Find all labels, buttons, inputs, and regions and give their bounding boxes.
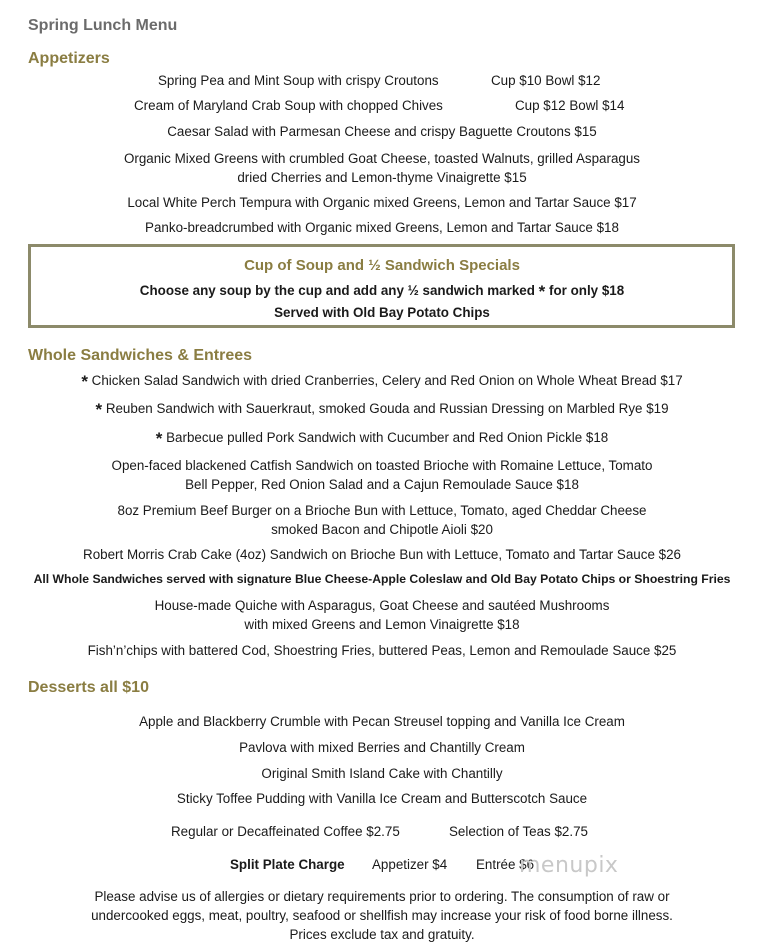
specials-line1 (0, 282, 764, 302)
menu-item-pea-soup: Spring Pea and Mint Soup with crispy Croutons (158, 73, 439, 88)
menu-item-burger (0, 501, 764, 539)
menu-item-quiche (0, 596, 764, 634)
menu-item-crab-cake: Robert Morris Crab Cake (4oz) Sandwich on Brioche Bun with Lettuce, Tomato and Tartar Sauce $26 (83, 547, 681, 562)
star-marker-icon: * (538, 282, 546, 301)
menu-item-crab-soup-price: Cup $12 Bowl $14 (515, 98, 625, 113)
appetizers-heading: Appetizers (28, 50, 110, 67)
dessert-crumble: Apple and Blackberry Crumble with Pecan Streusel topping and Vanilla Ice Cream (139, 714, 625, 729)
allergy-disclaimer (0, 887, 764, 944)
menu-item-mixed-greens (0, 149, 764, 187)
menu-item-pork-text: Barbecue pulled Pork Sandwich with Cucumber and Red Onion Pickle $18 (166, 430, 609, 445)
split-plate-entree: Entrée $6 (476, 857, 535, 872)
specials-line2: Served with Old Bay Potato Chips (274, 305, 490, 320)
menu-item-crab-soup: Cream of Maryland Crab Soup with chopped Chives (134, 98, 443, 113)
specials-line1-text: Choose any soup by the cup and add any ½ sandwich marked (139, 283, 535, 298)
menu-item-reuben-text: Reuben Sandwich with Sauerkraut, smoked Gouda and Russian Dressing on Marbled Rye $19 (105, 401, 669, 416)
menu-item-mixed-greens-line2: dried Cherries and Lemon-thyme Vinaigrette $15 (237, 170, 527, 185)
menu-item-burger-line1: 8oz Premium Beef Burger on a Brioche Bun with Lettuce, Tomato, aged Cheddar Cheese (117, 503, 647, 518)
menu-item-burger-line2: smoked Bacon and Chipotle Aioli $20 (271, 522, 493, 537)
menu-item-quiche-line1: House-made Quiche with Asparagus, Goat Cheese and sautéed Mushrooms (154, 598, 610, 613)
desserts-heading: Desserts all $10 (28, 679, 149, 696)
sandwiches-heading: Whole Sandwiches & Entrees (28, 347, 253, 364)
menu-item-catfish (0, 456, 764, 494)
menu-item-pea-soup-price: Cup $10 Bowl $12 (491, 73, 601, 88)
menu-item-reuben (0, 400, 764, 420)
menu-item-catfish-line2: Bell Pepper, Red Onion Salad and a Cajun Remoulade Sauce $18 (185, 477, 579, 492)
specials-title: Cup of Soup and ½ Sandwich Specials (244, 257, 520, 274)
menu-item-caesar: Caesar Salad with Parmesan Cheese and crispy Baguette Croutons $15 (167, 124, 597, 139)
disclaimer-line2: undercooked eggs, meat, poultry, seafood or shellfish may increase your risk of food borne illness. (91, 908, 673, 923)
specials-line1-price: for only $18 (549, 283, 625, 298)
menu-item-mixed-greens-line1: Organic Mixed Greens with crumbled Goat Cheese, toasted Walnuts, grilled Asparagus (123, 151, 641, 166)
star-marker-icon: * (95, 400, 103, 419)
split-plate-label: Split Plate Charge (230, 857, 345, 872)
beverage-coffee: Regular or Decaffeinated Coffee $2.75 (171, 824, 400, 839)
menu-item-quiche-line2: with mixed Greens and Lemon Vinaigrette $18 (244, 617, 520, 632)
split-plate-appetizer: Appetizer $4 (372, 857, 448, 872)
menu-item-pork (0, 429, 764, 449)
dessert-smith-island-cake: Original Smith Island Cake with Chantilly (261, 766, 503, 781)
menu-item-panko: Panko-breadcrumbed with Organic mixed Greens, Lemon and Tartar Sauce $18 (145, 220, 619, 235)
sandwich-sides-note: All Whole Sandwiches served with signature Blue Cheese-Apple Coleslaw and Old Bay Potato Chips or Shoestring Fries (33, 572, 731, 586)
disclaimer-line1: Please advise us of allergies or dietary requirements prior to ordering. The consumption of raw or (94, 889, 670, 904)
beverage-tea: Selection of Teas $2.75 (449, 824, 588, 839)
dessert-toffee-pudding: Sticky Toffee Pudding with Vanilla Ice Cream and Butterscotch Sauce (176, 791, 588, 806)
menu-item-chicken-salad (0, 372, 764, 392)
star-marker-icon: * (81, 372, 88, 391)
menu-item-fish-chips: Fish’n’chips with battered Cod, Shoestring Fries, buttered Peas, Lemon and Remoulade Sauce $25 (87, 643, 677, 658)
menu-item-catfish-line1: Open-faced blackened Catfish Sandwich on toasted Brioche with Romaine Lettuce, Tomato (111, 458, 653, 473)
menupix-watermark: menupix (519, 853, 619, 878)
menu-item-perch: Local White Perch Tempura with Organic mixed Greens, Lemon and Tartar Sauce $17 (127, 195, 637, 210)
disclaimer-line3: Prices exclude tax and gratuity. (289, 927, 475, 942)
star-marker-icon: * (155, 429, 163, 448)
menu-item-chicken-salad-text: Chicken Salad Sandwich with dried Cranberries, Celery and Red Onion on Whole Wheat Bread $17 (91, 373, 683, 388)
dessert-pavlova: Pavlova with mixed Berries and Chantilly Cream (239, 740, 525, 755)
menu-title: Spring Lunch Menu (28, 17, 178, 34)
